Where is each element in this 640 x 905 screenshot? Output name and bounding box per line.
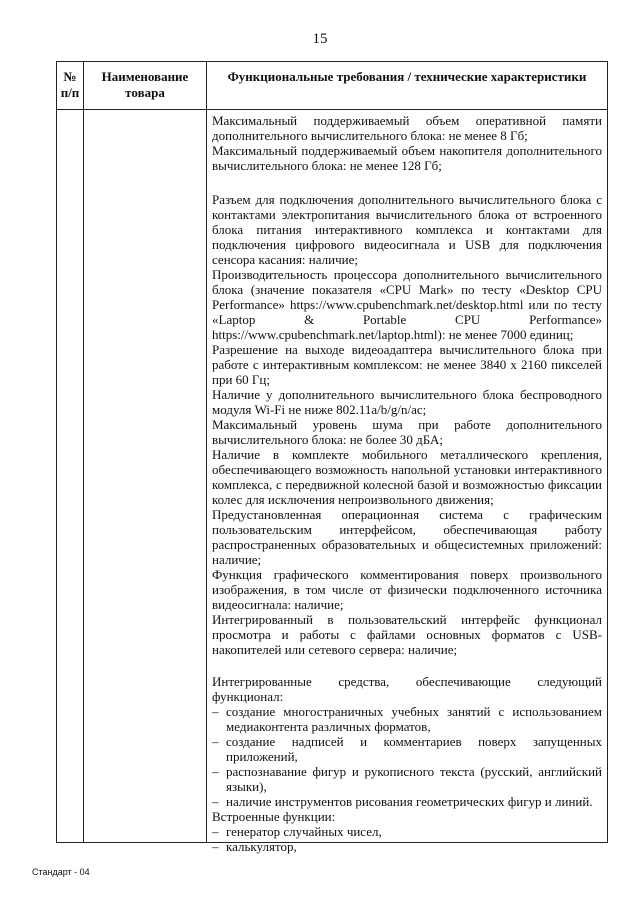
- header-divider: [57, 109, 607, 110]
- header-requirements: Функциональные требования / технические характеристики: [227, 69, 587, 84]
- requirement-paragraph: Наличие в комплекте мобильного металлического крепления, обеспечивающего возможность напольной установки интерактивного комплекса, с передвижной колесной базой и возможностью фиксации колес для исключения непроизвольного движения;: [212, 447, 602, 507]
- bullet-item: – генератор случайных чисел,: [212, 824, 382, 839]
- requirement-paragraph: Функция графического комментирования поверх произвольного изображения, в том числе от физически подключенного источника видеосигнала: наличие;: [212, 567, 602, 612]
- requirement-paragraph: Производительность процессора дополнительного вычислительного блока (значение показателя «CPU Mark» по тесту «Desktop CPU Performance» https://www.cpubenchmark.net/desktop.html или по тесту «Laptop & Portable CPU Performance» https://www.cpubenchmark.net/laptop.html): не менее 7000 единиц;: [212, 267, 602, 342]
- requirement-paragraph: Максимальный поддерживаемый объем оперативной памяти дополнительного вычислительного блока: не менее 8 Гб;: [212, 113, 602, 143]
- column-divider: [83, 62, 84, 842]
- column-divider: [206, 62, 207, 842]
- header-number: № п/п: [60, 69, 80, 100]
- requirement-paragraph: Максимальный уровень шума при работе дополнительного вычислительного блока: не более 30 дБА;: [212, 417, 602, 447]
- requirement-paragraph: Интегрированные средства, обеспечивающие следующий функционал:: [212, 674, 602, 704]
- header-item-name: Наименование товара: [101, 69, 189, 100]
- requirement-paragraph: Максимальный поддерживаемый объем накопителя дополнительного вычислительного блока: не менее 128 Гб;: [212, 143, 602, 173]
- requirement-paragraph: Предустановленная операционная система с графическим пользовательским интерфейсом, обеспечивающая работу распространенных образовательных и общесистемных приложений: наличие;: [212, 507, 602, 567]
- builtin-functions-title: Встроенные функции:: [212, 809, 336, 824]
- requirement-paragraph: Интегрированный в пользовательский интерфейс функционал просмотра и работы с файлами основных форматов с USB-накопителей или сетевого сервера: наличие;: [212, 612, 602, 657]
- bullet-item: – калькулятор,: [212, 839, 297, 854]
- requirements-text: [212, 113, 602, 854]
- requirement-paragraph: Наличие у дополнительного вычислительного блока беспроводного модуля Wi-Fi не ниже 802.11a/b/g/n/ac;: [212, 387, 602, 417]
- footer-standard: Стандарт - 04: [32, 867, 90, 877]
- requirement-paragraph: Разъем для подключения дополнительного вычислительного блока с контактами электропитания вычислительного блока от встроенного блока питания интерактивного комплекса и контактами для подключения цифрового видеосигнала и USB для подключения сенсора касания: наличие;: [212, 192, 602, 267]
- bullet-item: – создание надписей и комментариев поверх запущенных приложений,: [212, 734, 602, 764]
- bullet-item: – создание многостраничных учебных занятий с использованием медиаконтента различных форматов,: [212, 704, 602, 734]
- page-number: 15: [312, 31, 328, 47]
- bullet-item: – наличие инструментов рисования геометрических фигур и линий.: [212, 794, 593, 809]
- requirement-paragraph: Разрешение на выходе видеоадаптера вычислительного блока при работе с интерактивным комплексом: не менее 3840 х 2160 пикселей при 60 Гц;: [212, 342, 602, 387]
- bullet-item: – распознавание фигур и рукописного текста (русский, английский языки),: [212, 764, 602, 794]
- requirements-table: [56, 61, 608, 854]
